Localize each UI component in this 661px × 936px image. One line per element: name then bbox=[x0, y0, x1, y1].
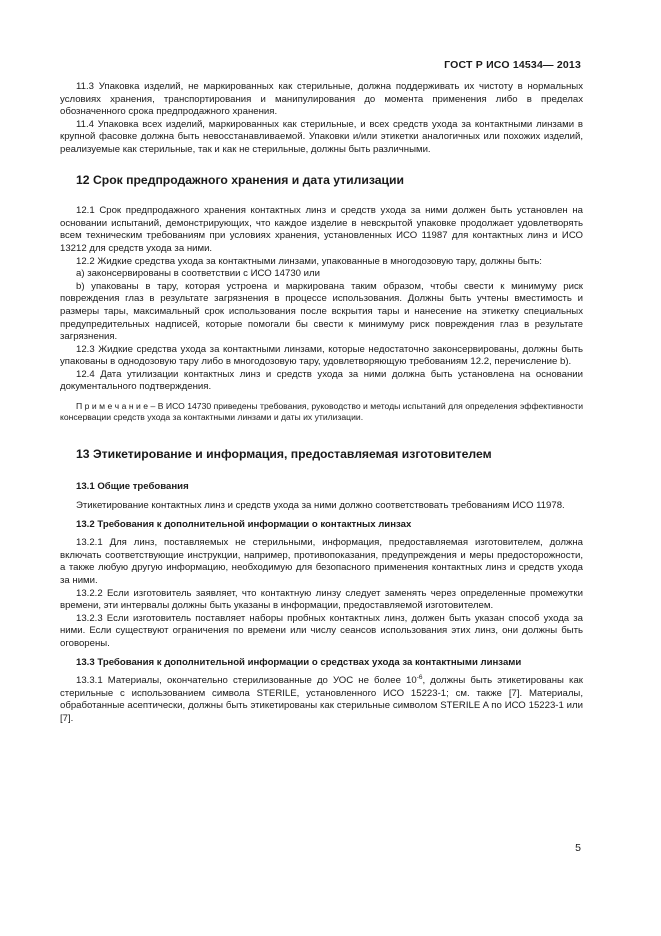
page-content bbox=[60, 81, 583, 726]
subsection-13-1-title: 13.1 Общие требования bbox=[76, 481, 189, 493]
paragraph-13-2-1: 13.2.1 Для линз, поставляемых не стерильными, информация, предоставляемая изготовителем, должна включать соответствующие инструкции, например, противопоказания, предупреждения и меры предосторожности, а также любую другую информацию, необходимую для безопасного применения контактных линз и средств ухода за ними. bbox=[60, 537, 583, 587]
paragraph-12-3: 12.3 Жидкие средства ухода за контактными линзами, которые недостаточно законсервированы, должны быть упакованы в однодозовую тару либо в многодозовую тару, удовлетворяющую требованиям 12.2, перечисление b). bbox=[60, 343, 583, 368]
section-12-title: 12 Срок предпродажного хранения и дата утилизации bbox=[76, 172, 405, 187]
subsection-13-3-title: 13.3 Требования к дополнительной информации о средствах ухода за контактными линзами bbox=[76, 656, 522, 668]
section-13-title: 13 Этикетирование и информация, предоставляемая изготовителем bbox=[76, 446, 492, 461]
paragraph-13-2-3: 13.2.3 Если изготовитель поставляет наборы пробных контактных линз, должен быть указан способ ухода за ними. Если существуют ограничения по времени или числу сеансов использования этих линз, они должны быть оговорены. bbox=[60, 612, 583, 649]
paragraph-12-1: 12.1 Срок предпродажного хранения контактных линз и средств ухода за ними должен быть установлен на основании испытаний, демонстрирующих, что каждое изделие в невскрытой упаковке продолжает удовлетворять всем техническим требованиям при условиях хранения, установленных ИСО 11987 для контактных линз и ИСО 13212 для средств ухода за ними. bbox=[60, 205, 583, 254]
paragraph-11-3: 11.3 Упаковка изделий, не маркированных как стерильные, должна поддерживать их чистоту в нормальных условиях хранения, транспортирования и манипулирования до момента применения либо в пределах обозначенного срока предпродажного хранения. bbox=[60, 81, 583, 118]
paragraph-13-3-1-part-b: , должны быть этикетированы как стерильные с использованием символа STERILE, установленного ИСО 15223-1; см. также [7]. Материалы, обработанные асептически, должны быть этикетированы как стерильные символом STERILE A по ИСО 15223-1 или [7]. bbox=[60, 675, 583, 724]
paragraph-12-2: 12.2 Жидкие средства ухода за контактными линзами, упакованные в многодозовую тару, должны быть: bbox=[76, 255, 542, 267]
paragraph-13-3-1 bbox=[60, 675, 583, 725]
paragraph-13-1: Этикетирование контактных линз и средств ухода за ними должно соответствовать требованиям ИСО 11978. bbox=[76, 500, 565, 512]
paragraph-11-4: 11.4 Упаковка всех изделий, маркированных как стерильные, и всех средств ухода за контактными линзами в крупной фасовке должна быть невосстанавливаемой. Упаковки и/или этикетки аналогичных или похожих изделий, реализуемые как стерильные, так и как не стерильные, должны быть различными. bbox=[60, 118, 583, 155]
note-text: – В ИСО 14730 приведены требования, руководство и методы испытаний для определения эффективности консервации средств ухода за контактными линзами и даты их утилизации. bbox=[60, 401, 584, 423]
paragraph-12-2-b: b) упакованы в тару, которая устроена и маркирована таким образом, чтобы свести к минимуму риск повреждения глаз в результате загрязнения в процессе использования. Должны быть учтены вместимость и размеры тары, максимальный срок использования после вскрытия тары и нанесение на этикетку специальных предупредительных надписей, которые помогали бы свести к минимуму риск повреждения глаз в результате загрязнения. bbox=[60, 280, 583, 343]
paragraph-12-2-a: а) законсервированы в соответствии с ИСО 14730 или bbox=[76, 268, 320, 280]
page-number: 5 bbox=[575, 842, 581, 854]
document-header: ГОСТ Р ИСО 14534— 2013 bbox=[444, 59, 581, 71]
note-label: П р и м е ч а н и е bbox=[76, 401, 149, 412]
exponent: -6 bbox=[416, 674, 423, 681]
subsection-13-2-title: 13.2 Требования к дополнительной информации о контактных линзах bbox=[76, 518, 412, 530]
paragraph-12-4: 12.4 Дата утилизации контактных линз и средств ухода за ними должна быть установлена на основании документального подтверждения. bbox=[60, 368, 583, 393]
paragraph-13-3-1-part-a: 13.3.1 Материалы, окончательно стерилизованные до УОС не более 10 bbox=[76, 675, 417, 687]
note-12 bbox=[60, 401, 583, 424]
paragraph-13-2-2: 13.2.2 Если изготовитель заявляет, что контактную линзу следует заменять через определенные промежутки времени, эти интервалы должны быть указаны в информации, предоставляемой изготовителем. bbox=[60, 587, 583, 612]
